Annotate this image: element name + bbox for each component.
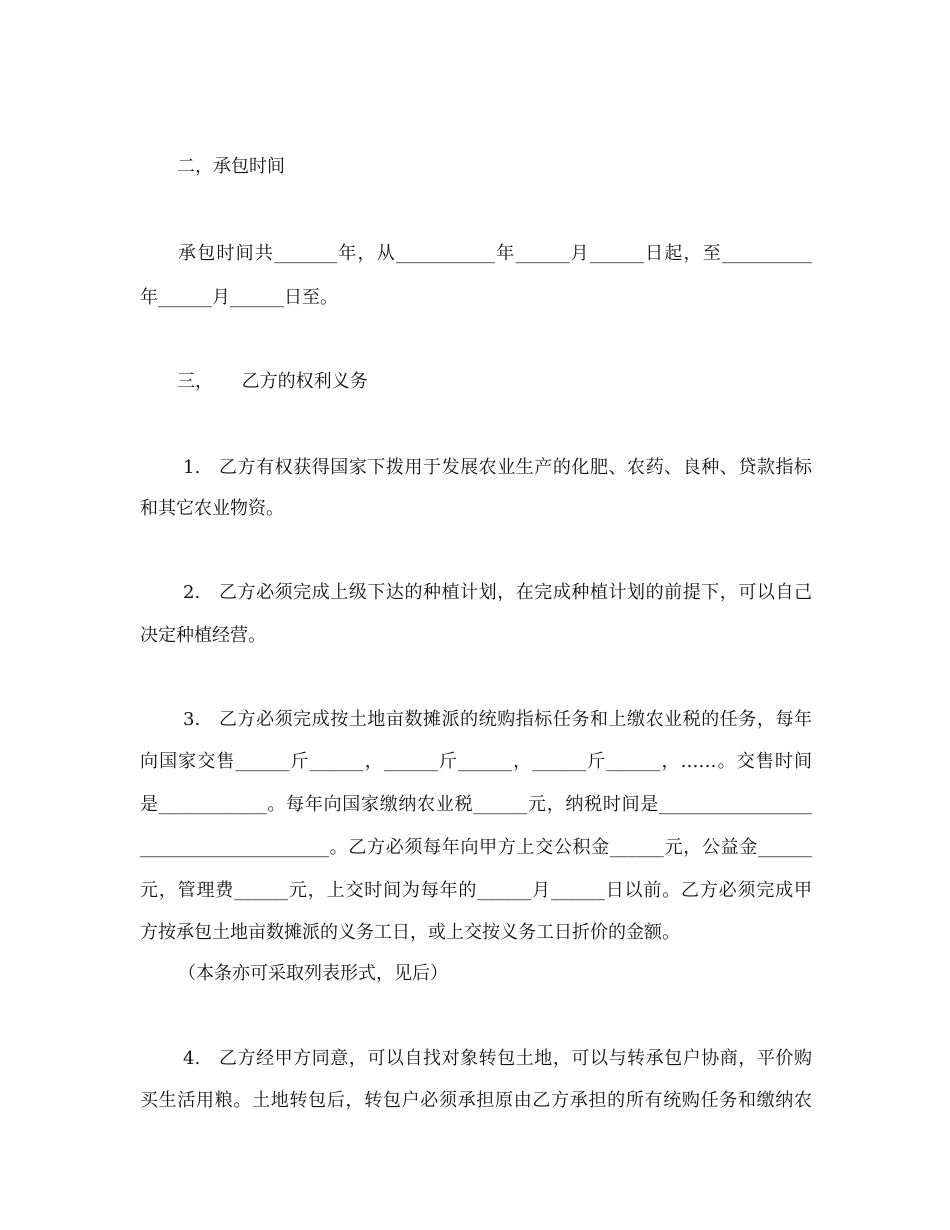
item-3-line-1: 3. 乙方必须完成按土地亩数摊派的统购指标任务和上缴农业税的任务，每年 (183, 709, 812, 730)
item-4-line-1: 4. 乙方经甲方同意，可以自找对象转包土地，可以与转承包户协商，平价购 (183, 1048, 812, 1069)
section-heading-contract-period: 二，承包时间 (177, 156, 285, 177)
item-3-line-3: 是____________。每年向国家缴纳农业税______元，纳税时间是_________________ (140, 794, 812, 815)
item-2-line-1: 2. 乙方必须完成上级下达的种植计划，在完成种植计划的前提下，可以自己 (183, 582, 812, 603)
section-heading-rights-duties: 三， 乙方的权利义务 (177, 371, 368, 392)
item-1-line-2: 和其它农业物资。 (140, 498, 284, 519)
item-1-line-1: 1. 乙方有权获得国家下拨用于发展农业生产的化肥、农药、良种、贷款指标 (183, 457, 812, 478)
item-4-line-2: 买生活用粮。土地转包后，转包户必须承担原由乙方承担的所有统购任务和缴纳农 (140, 1090, 812, 1111)
contract-period-line-2: 年______月______日至。 (140, 287, 338, 308)
item-2-line-2: 决定种植经营。 (140, 625, 266, 646)
item-3-line-4: _____________________。乙方必须每年向甲方上交公积金______元，公益金______ (140, 837, 812, 858)
item-3-line-6: 方按承包土地亩数摊派的义务工日，或上交按义务工日折价的金额。 (140, 922, 680, 943)
item-3-line-5: 元，管理费______元，上交时间为每年的______月______日以前。乙方必须完成甲 (140, 880, 812, 901)
item-3-line-2: 向国家交售______斤______，______斤______，______斤______，……。交售时间 (140, 751, 812, 772)
contract-period-line-1: 承包时间共_______年，从___________年______月______日起，至__________ (178, 243, 812, 264)
item-3-note: （本条亦可采取列表形式，见后） (178, 963, 448, 984)
